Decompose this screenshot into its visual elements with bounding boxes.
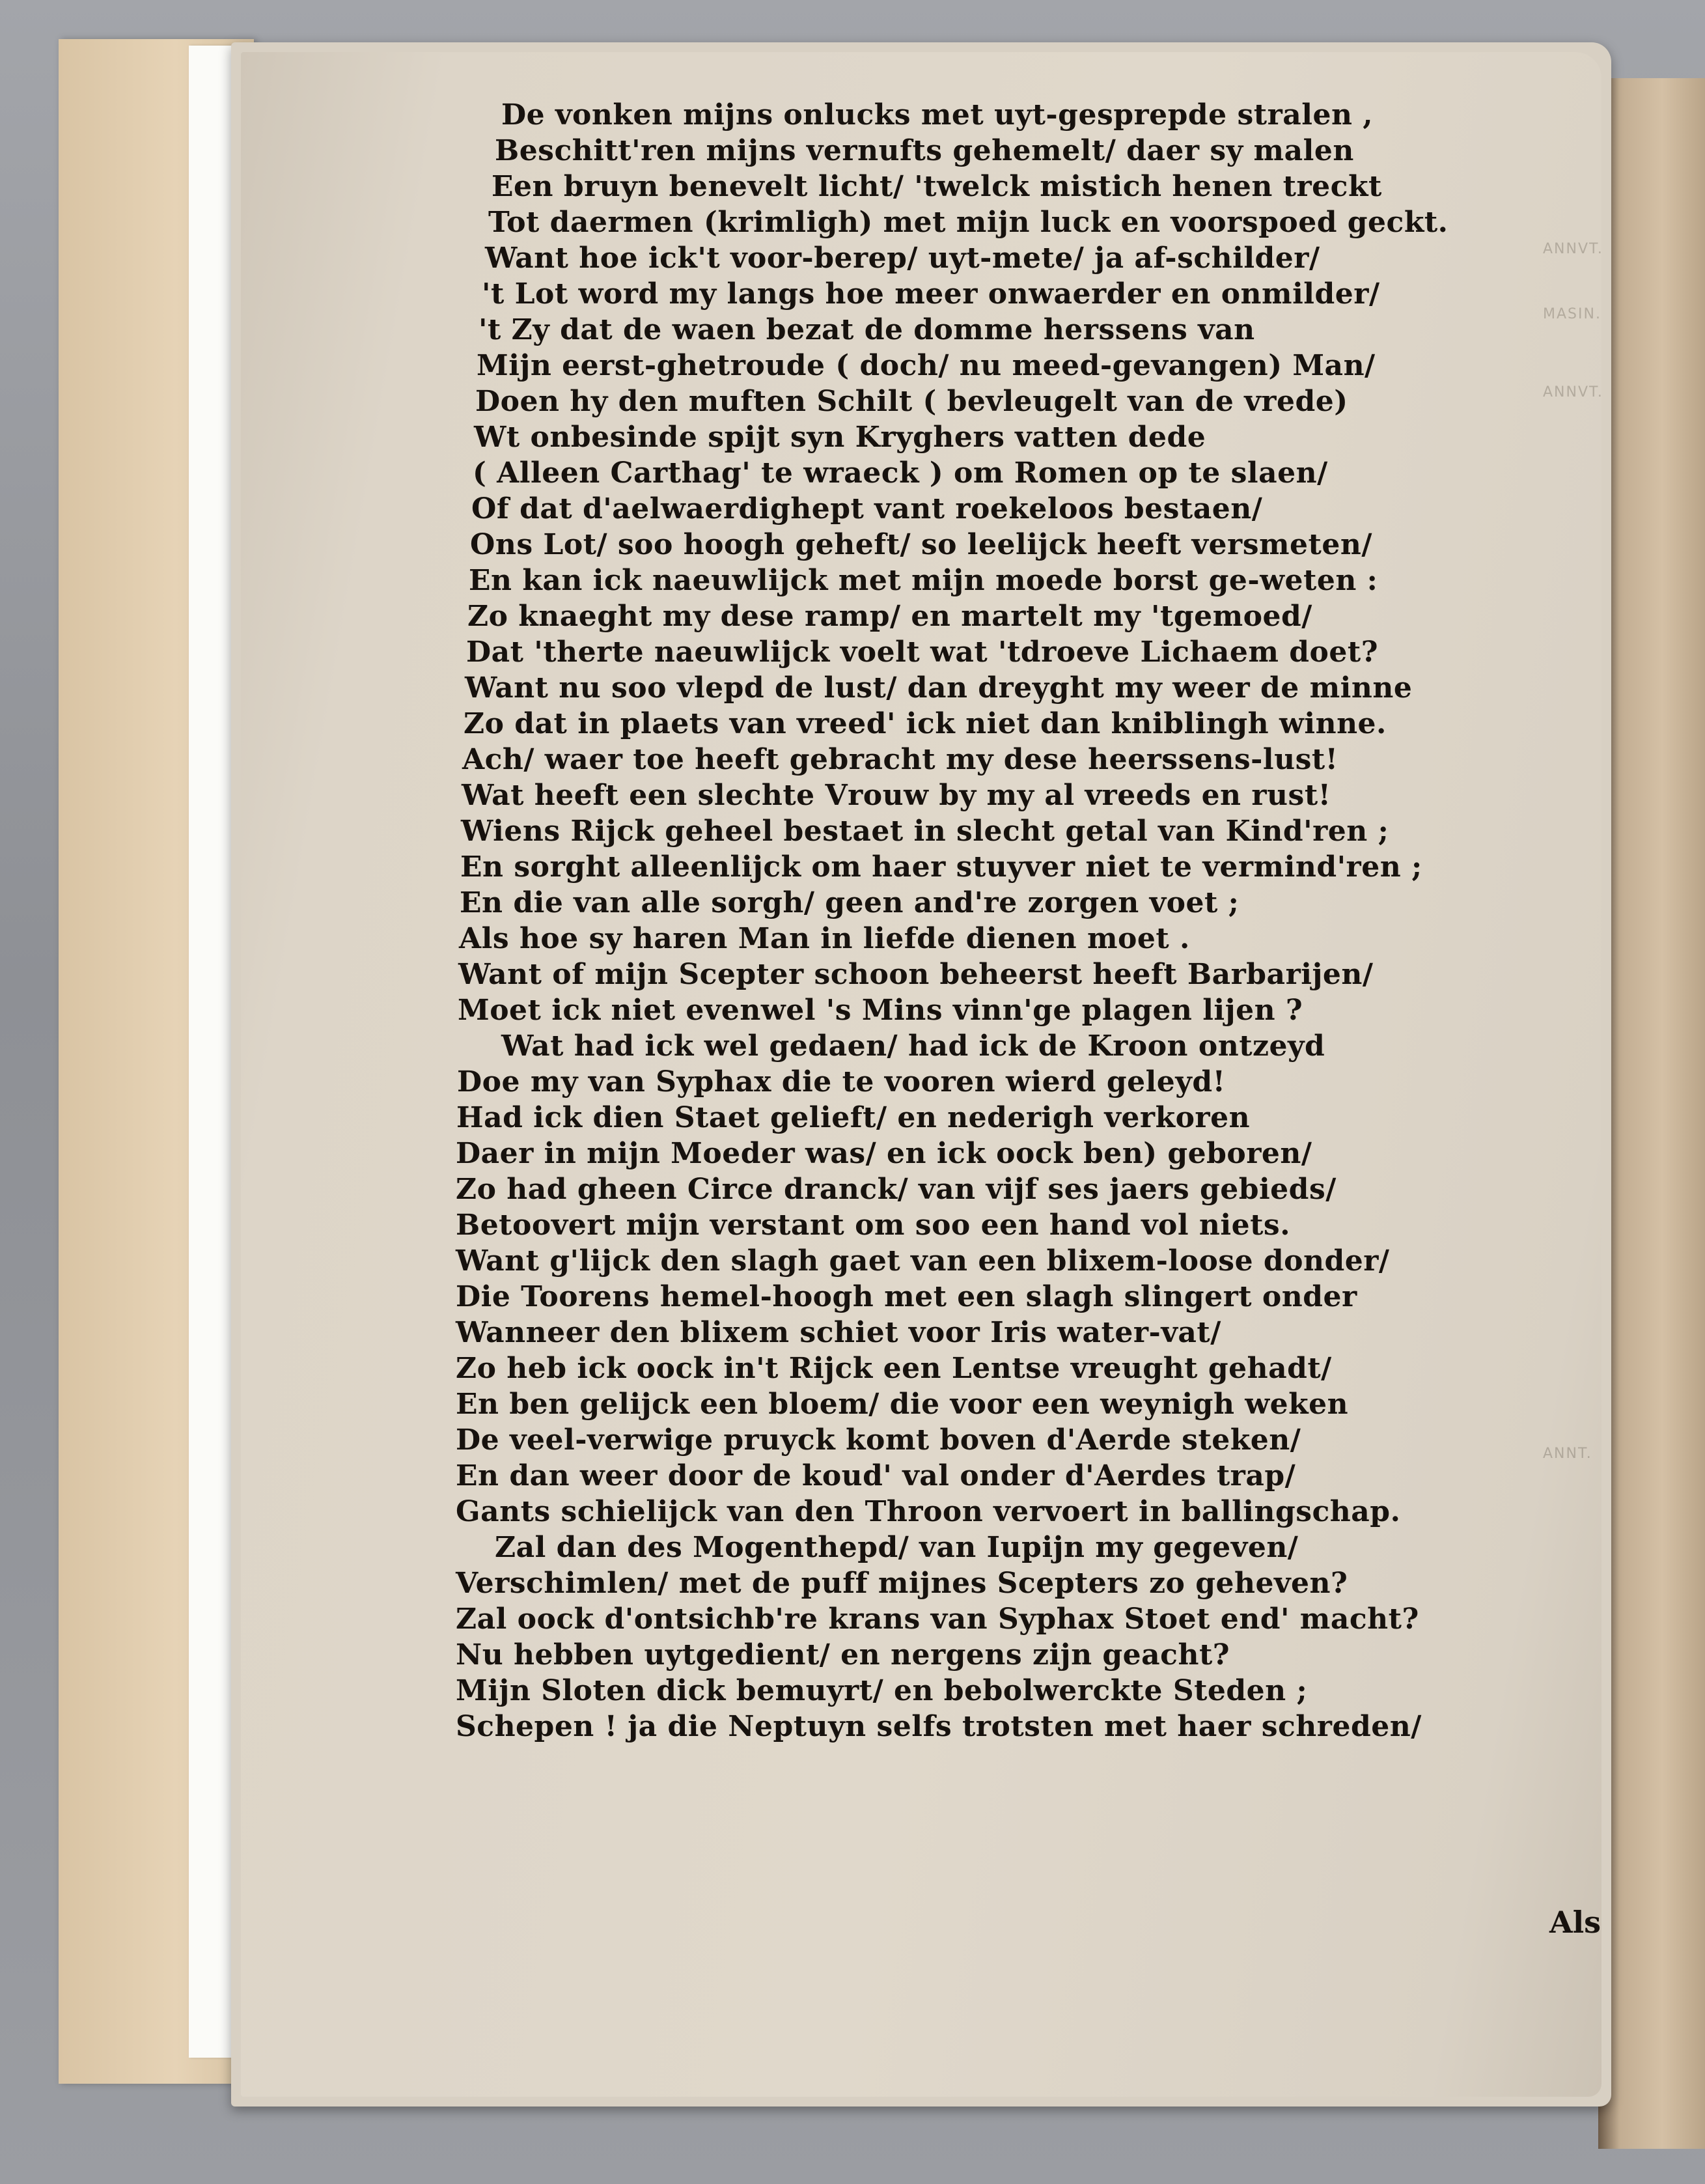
verse-line: Zo dat in plaets van vreed' ick niet dan kniblingh winne. xyxy=(464,707,1387,740)
catchword: Als xyxy=(1549,1905,1601,1940)
verse-text-block xyxy=(456,98,1523,1921)
verse-line: 't Lot word my langs hoe meer onwaerder en onmilder/ xyxy=(482,277,1380,311)
verse-line: Als hoe sy haren Man in liefde dienen moet . xyxy=(459,922,1190,955)
verse-line: Zal dan des Mogenthepd/ van Iupijn my gegeven/ xyxy=(495,1531,1299,1564)
verse-line: En dan weer door de koud' val onder d'Aerdes trap/ xyxy=(456,1459,1296,1492)
verse-line: Zo had gheen Circe dranck/ van vijf ses jaers gebieds/ xyxy=(456,1173,1337,1206)
verse-line: De veel-verwige pruyck komt boven d'Aerde steken/ xyxy=(456,1423,1301,1457)
verse-line: Zal oock d'ontsichb're krans van Syphax Stoet end' macht? xyxy=(456,1603,1419,1636)
bleed-through-text: ANNT. xyxy=(1543,1446,1592,1462)
verse-line: Die Toorens hemel-hoogh met een slagh slingert onder xyxy=(456,1280,1357,1313)
verse-line: Tot daermen (krimligh) met mijn luck en voorspoed geckt. xyxy=(488,206,1449,239)
verse-line: Wiens Rijck geheel bestaet in slecht getal van Kind'ren ; xyxy=(461,815,1389,848)
verse-line: Want hoe ick't voor-berep/ uyt-mete/ ja af-schilder/ xyxy=(485,242,1320,275)
next-page-edge xyxy=(1598,78,1705,2149)
verse-line: De vonken mijns onlucks met uyt-gesprepde stralen , xyxy=(501,98,1374,132)
verse-line: Want g'lijck den slagh gaet van een blixem-loose donder/ xyxy=(456,1244,1390,1278)
verse-line: Betoovert mijn verstant om soo een hand vol niets. xyxy=(456,1209,1291,1242)
verse-line: Want nu soo vlepd de lust/ dan dreyght my weer de minne xyxy=(465,671,1413,705)
verse-line: Ach/ waer toe heeft gebracht my dese heerssens-lust! xyxy=(462,743,1338,776)
verse-line: Een bruyn benevelt licht/ 'twelck mistich henen treckt xyxy=(492,170,1382,203)
verse-line: Doe my van Syphax die te vooren wierd geleyd! xyxy=(457,1065,1226,1099)
verse-line: Gants schielijck van den Throon vervoert in ballingschap. xyxy=(456,1495,1401,1528)
verse-line: Daer in mijn Moeder was/ en ick oock ben) geboren/ xyxy=(456,1137,1312,1170)
bleed-through-text: ANNVT. xyxy=(1543,384,1603,400)
verse-line: Verschimlen/ met de puff mijnes Scepters zo geheven? xyxy=(456,1567,1348,1600)
verse-line: Dat 'therte naeuwlijck voelt wat 'tdroeve Lichaem doet? xyxy=(466,636,1378,669)
verse-line: Schepen ! ja die Neptuyn selfs trotsten met haer schreden/ xyxy=(456,1710,1422,1743)
verse-line: 't Zy dat de waen bezat de domme herssens van xyxy=(478,313,1255,346)
verse-line: Doen hy den muften Schilt ( bevleugelt van de vrede) xyxy=(475,385,1348,418)
verse-line: Wt onbesinde spijt syn Kryghers vatten dede xyxy=(474,421,1206,454)
verse-line: ( Alleen Carthag' te wraeck ) om Romen op te slaen/ xyxy=(473,456,1328,490)
verse-line: Want of mijn Scepter schoon beheerst heeft Barbarijen/ xyxy=(458,958,1374,991)
verse-line: En sorght alleenlijck om haer stuyver niet te vermind'ren ; xyxy=(460,850,1422,884)
verse-line: Wanneer den blixem schiet voor Iris water-vat/ xyxy=(456,1316,1221,1349)
verse-line: Mijn Sloten dick bemuyrt/ en bebolwerckte Steden ; xyxy=(456,1674,1308,1707)
verse-line: Wat heeft een slechte Vrouw by my al vreeds en rust! xyxy=(462,779,1331,812)
verse-line: Zo heb ick oock in't Rijck een Lentse vreught gehadt/ xyxy=(456,1352,1332,1385)
verse-line: Had ick dien Staet gelieft/ en nederigh verkoren xyxy=(456,1101,1251,1134)
verse-line: En ben gelijck een bloem/ die voor een weynigh weken xyxy=(456,1388,1349,1421)
verse-line: En kan ick naeuwlijck met mijn moede borst ge-weten : xyxy=(469,564,1378,597)
verse-line: Moet ick niet evenwel 's Mins vinn'ge plagen lijen ? xyxy=(458,994,1303,1027)
verse-line: Wat had ick wel gedaen/ had ick de Kroon ontzeyd xyxy=(501,1029,1325,1063)
verse-line: Of dat d'aelwaerdighept vant roekeloos bestaen/ xyxy=(471,492,1263,525)
verse-line: Beschitt'ren mijns vernufts gehemelt/ daer sy malen xyxy=(495,134,1354,167)
verse-line: Nu hebben uytgedient/ en nergens zijn geacht? xyxy=(456,1638,1230,1672)
verse-line: Ons Lot/ soo hoogh geheft/ so leelijck heeft versmeten/ xyxy=(470,528,1372,561)
verse-line: Zo knaeght my dese ramp/ en martelt my 'tgemoed/ xyxy=(467,600,1312,633)
bleed-through-text: ANNVT. xyxy=(1543,241,1603,257)
verse-line: Mijn eerst-ghetroude ( doch/ nu meed-gevangen) Man/ xyxy=(477,349,1376,382)
bleed-through-text: MASIN. xyxy=(1543,306,1601,322)
verse-line: En die van alle sorgh/ geen and're zorgen voet ; xyxy=(460,886,1240,919)
